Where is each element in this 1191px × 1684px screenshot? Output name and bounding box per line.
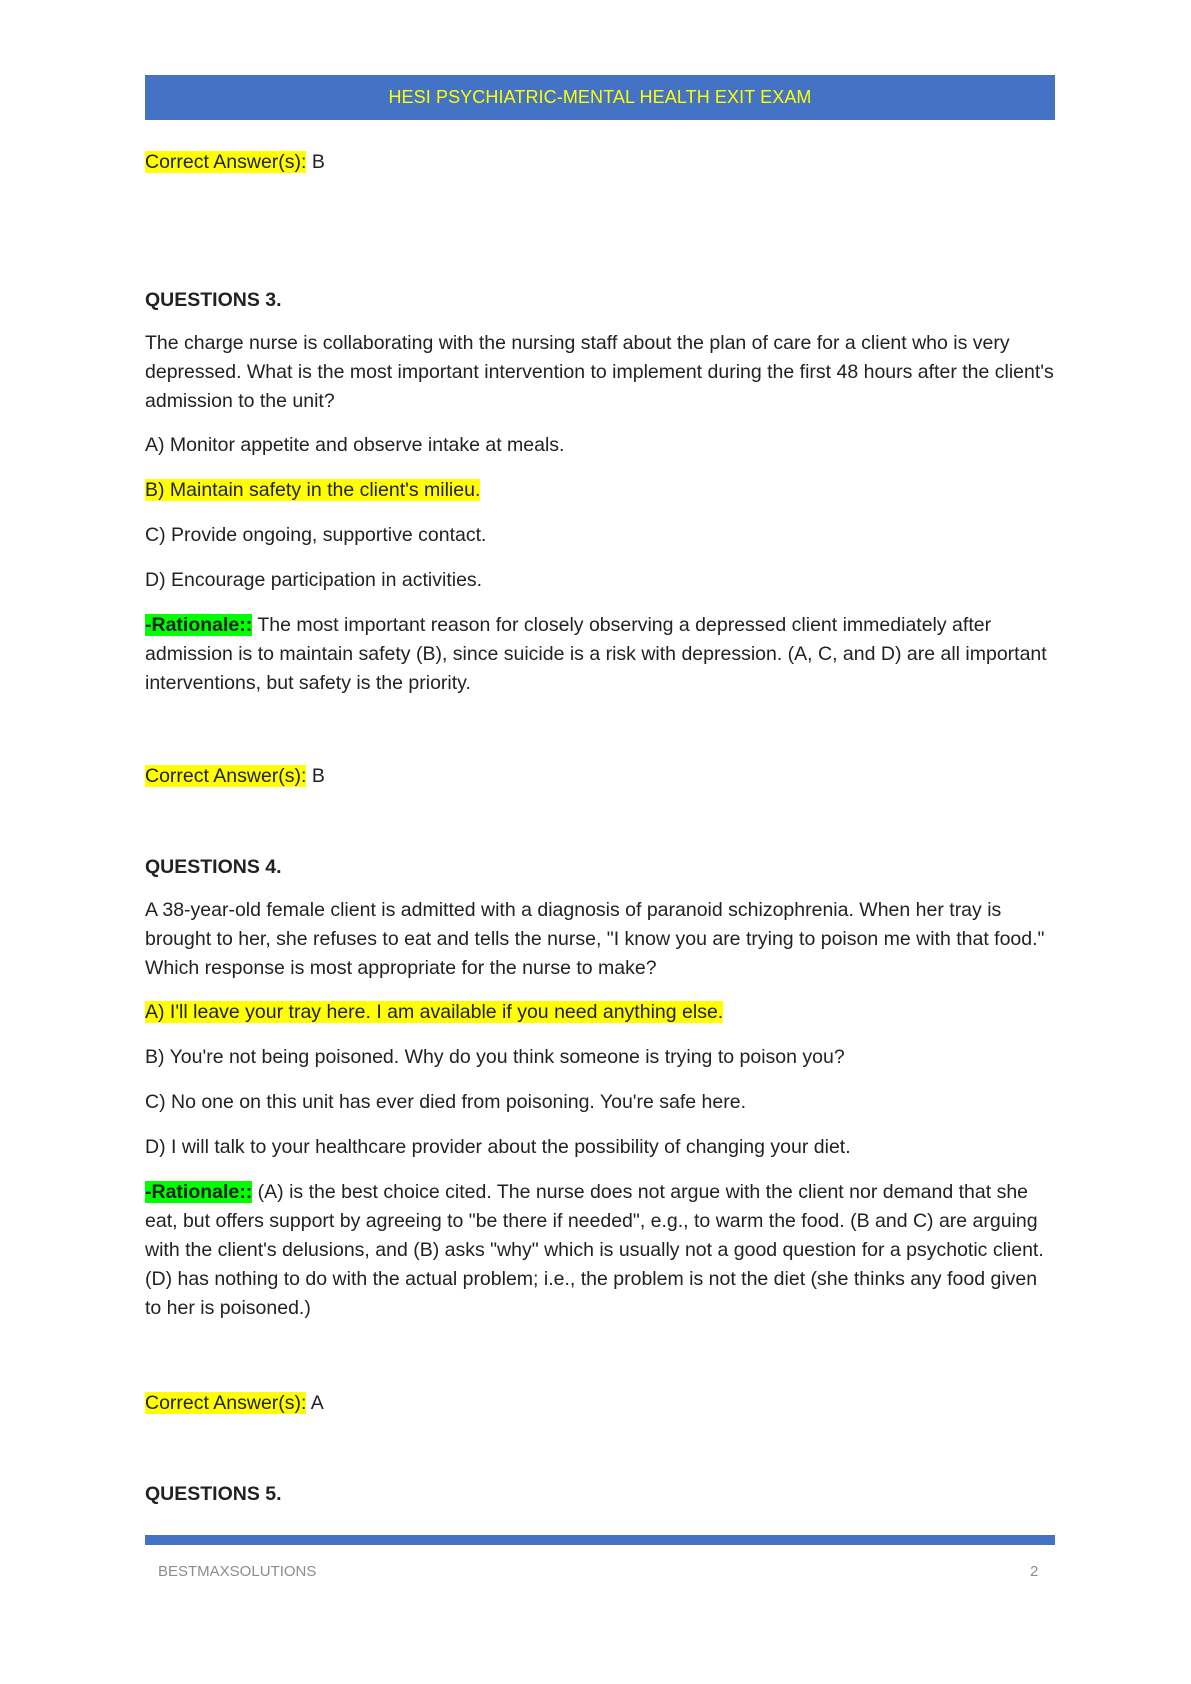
answer-option-c: C) Provide ongoing, supportive contact. <box>145 524 487 546</box>
highlighted-correct-option: A) I'll leave your tray here. I am available if you need anything else. <box>145 1001 724 1023</box>
header-bar <box>145 75 1055 120</box>
correct-answer-line <box>145 762 1055 791</box>
rationale-text: (A) is the best choice cited. The nurse does not argue with the client nor demand that she eat, but offers support by agreeing to "be there if needed", e.g., to warm the food. (B and C) are arguing with the client's delusions, and (B) asks "why" which is usually not a good question for a psychotic client. (D) has nothing to do with the actual problem; i.e., the problem is not the diet (she thinks any food given to her is poisoned.) <box>145 1181 1044 1319</box>
answer-option-c: C) No one on this unit has ever died from poisoning. You're safe here. <box>145 1091 747 1113</box>
question-stem: The charge nurse is collaborating with the nursing staff about the plan of care for a client who is very depressed. What is the most important intervention to implement during the first 48 hours after the client's admission to the unit? <box>145 332 1054 412</box>
answer-option-b: B) You're not being poisoned. Why do you think someone is trying to poison you? <box>145 1046 845 1068</box>
correct-answer-value: B <box>306 151 325 173</box>
question-stem: A 38-year-old female client is admitted with a diagnosis of paranoid schizophrenia. When her tray is brought to her, she refuses to eat and tells the nurse, "I know you are trying to poison me with that food." Which response is most appropriate for the nurse to make? <box>145 899 1045 979</box>
rationale-label: -Rationale:: <box>145 1181 253 1203</box>
correct-answer-line <box>145 1389 1055 1418</box>
correct-answer-value: A <box>306 1392 324 1414</box>
rationale-paragraph <box>145 611 1055 698</box>
answer-option-b <box>145 476 1055 505</box>
answer-option-a <box>145 998 1055 1027</box>
correct-answer-line <box>145 148 1055 177</box>
page-number: 2 <box>1030 1563 1039 1580</box>
question-title: QUESTIONS 4. <box>145 856 282 878</box>
answer-option-d: D) I will talk to your healthcare provider about the possibility of changing your diet. <box>145 1136 851 1158</box>
footer-bar <box>145 1535 1055 1545</box>
question-title: QUESTIONS 5. <box>145 1483 282 1505</box>
question-title: QUESTIONS 3. <box>145 289 282 311</box>
rationale-text: The most important reason for closely observing a depressed client immediately after admission is to maintain safety (B), since suicide is a risk with depression. (A, C, and D) are all important interventions, but safety is the priority. <box>145 614 1047 694</box>
page-header-title: HESI PSYCHIATRIC-MENTAL HEALTH EXIT EXAM <box>388 87 812 107</box>
rationale-label: -Rationale:: <box>145 614 253 636</box>
correct-answer-label: Correct Answer(s): <box>145 151 307 173</box>
highlighted-correct-option: B) Maintain safety in the client's milieu. <box>145 479 481 501</box>
answer-option-d: D) Encourage participation in activities. <box>145 569 483 591</box>
correct-answer-label: Correct Answer(s): <box>145 1392 307 1414</box>
correct-answer-value: B <box>306 765 325 787</box>
correct-answer-label: Correct Answer(s): <box>145 765 307 787</box>
answer-option-a: A) Monitor appetite and observe intake at meals. <box>145 434 565 456</box>
footer-publisher: BESTMAXSOLUTIONS <box>158 1563 317 1580</box>
rationale-paragraph <box>145 1178 1055 1323</box>
